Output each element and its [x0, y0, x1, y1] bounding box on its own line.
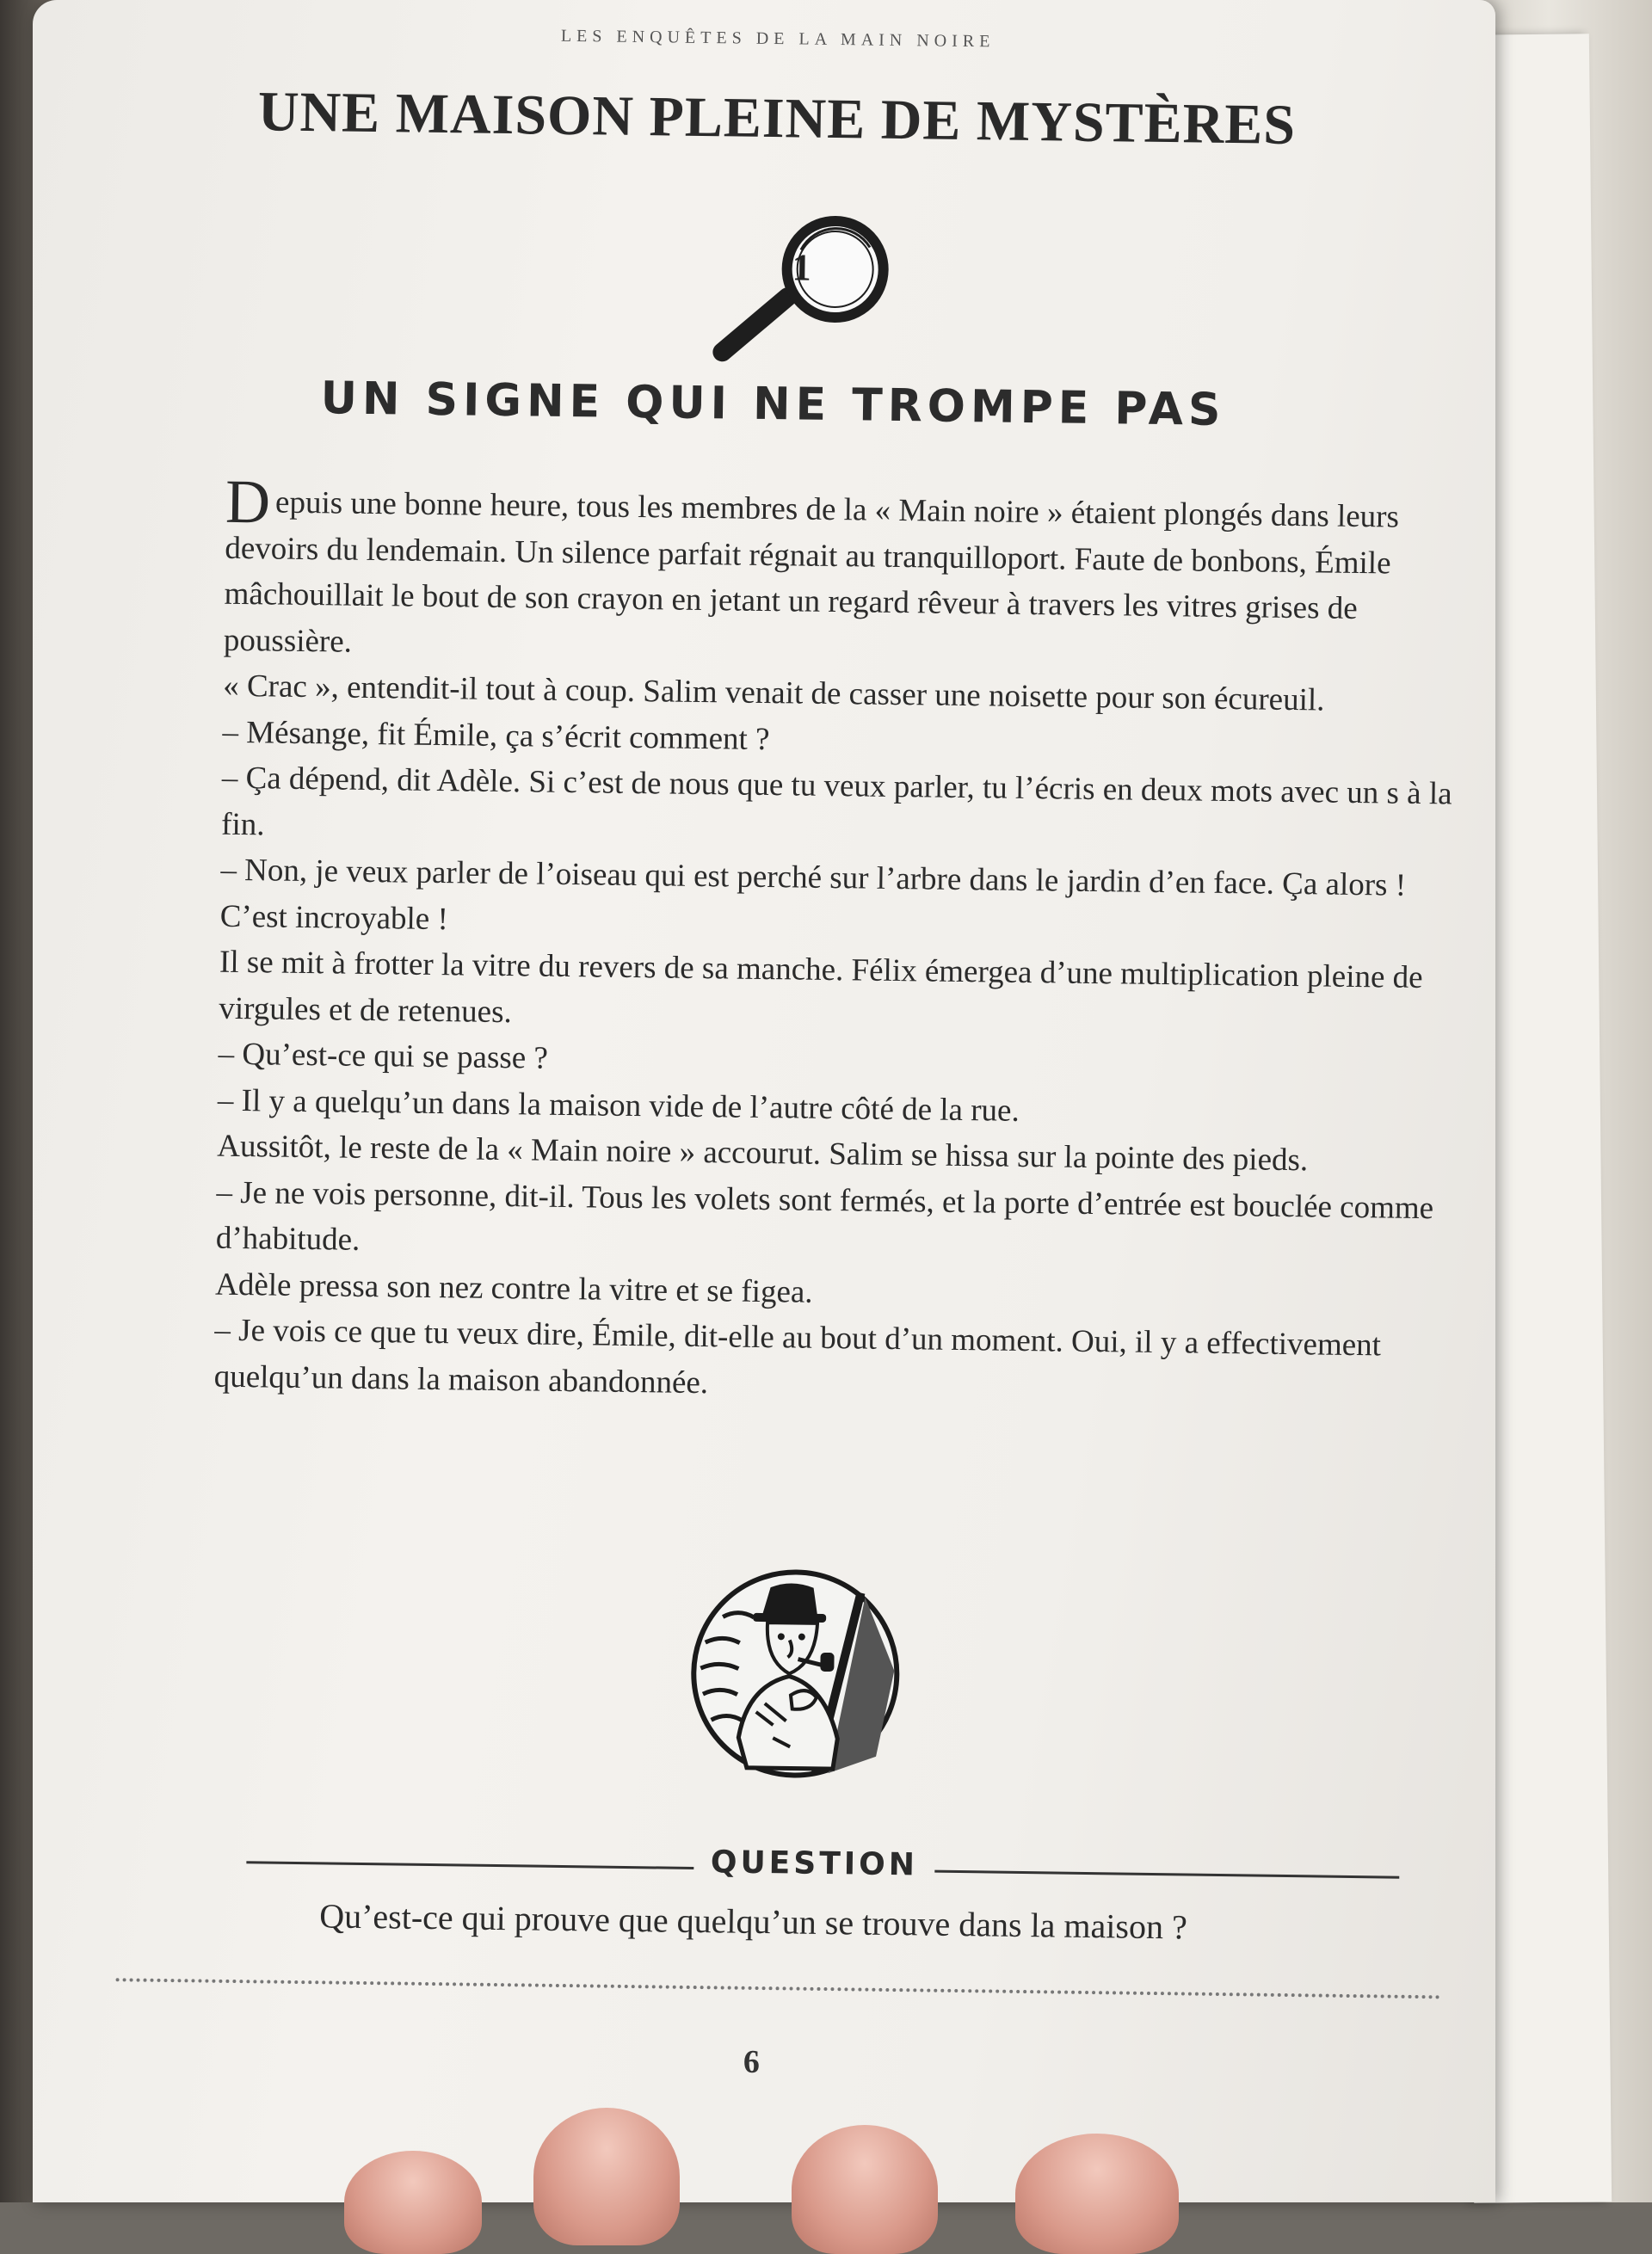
answer-line[interactable] [116, 1974, 1441, 1998]
paragraph-text: epuis une bonne heure, tous les membres de la « Main noire » étaient plongés dans leurs devoirs du lendemain. Un silence parfait régnait au tranquilloport. Faute de bonbons, Émile mâchouillait le bout de son crayon en jetant un regard rêveur à travers les vitres grises de poussière. [223, 484, 1400, 660]
paragraph: – Mésange, fit Émile, ça s’écrit comment ? [222, 714, 770, 757]
story-text [213, 466, 1456, 1416]
paragraph: – Non, je veux parler de l’oiseau qui est perché sur l’arbre dans le jardin d’en face. Ça alors ! C’est incroyable ! [219, 852, 1407, 937]
detective-illustration [687, 1565, 904, 1783]
page-number: 6 [743, 2043, 761, 2081]
finger [533, 2108, 680, 2245]
question-label: QUESTION [710, 1844, 919, 1883]
chapter-title: UN SIGNE QUI NE TROMPE PAS [320, 373, 1226, 436]
paragraph: – Je ne vois personne, dit-il. Tous les volets sont fermés, et la porte d’entrée est bouclée comme d’habitude. [215, 1174, 1434, 1258]
book-page [33, 0, 1495, 2202]
paragraph: – Je vois ce que tu veux dire, Émile, dit-elle au bout d’un moment. Oui, il y a effectivement quelqu’un dans la maison abandonnée. [213, 1312, 1382, 1401]
page-content [18, 0, 1509, 2212]
question-rule-left [246, 1861, 693, 1869]
paragraph: Adèle pressa son nez contre la vitre et se figea. [214, 1266, 813, 1310]
finger [1015, 2134, 1179, 2254]
question-rule-right [934, 1870, 1399, 1879]
paragraph [223, 466, 1457, 680]
question-header [246, 1838, 1400, 1897]
paragraph: Il se mit à frotter la vitre du revers de sa manche. Félix émergea d’une multiplication pleine de virgules et de retenues. [219, 944, 1423, 1030]
drop-cap: D [225, 466, 271, 537]
question-text: Qu’est-ce qui prouve que quelqu’un se trouve dans la maison ? [318, 1896, 1188, 1947]
paragraph: – Ça dépend, dit Adèle. Si c’est de nous que tu veux parler, tu l’écris en deux mots avec un s à la fin. [220, 760, 1452, 842]
running-head: LES ENQUÊTES DE LA MAIN NOIRE [560, 26, 996, 52]
finger [344, 2151, 482, 2254]
finger [792, 2125, 938, 2254]
paragraph: – Il y a quelqu’un dans la maison vide de l’autre côté de la rue. [217, 1082, 1020, 1129]
paragraph: « Crac », entendit-il tout à coup. Salim venait de casser une noisette pour son écureuil. [222, 668, 1325, 718]
chapter-number: 1 [792, 246, 812, 289]
paragraph: Aussitôt, le reste de la « Main noire » accourut. Salim se hissa sur la pointe des pieds. [216, 1128, 1309, 1179]
page-title: UNE MAISON PLEINE DE MYSTÈRES [257, 80, 1297, 157]
paragraph: – Qu’est-ce qui se passe ? [218, 1036, 549, 1076]
